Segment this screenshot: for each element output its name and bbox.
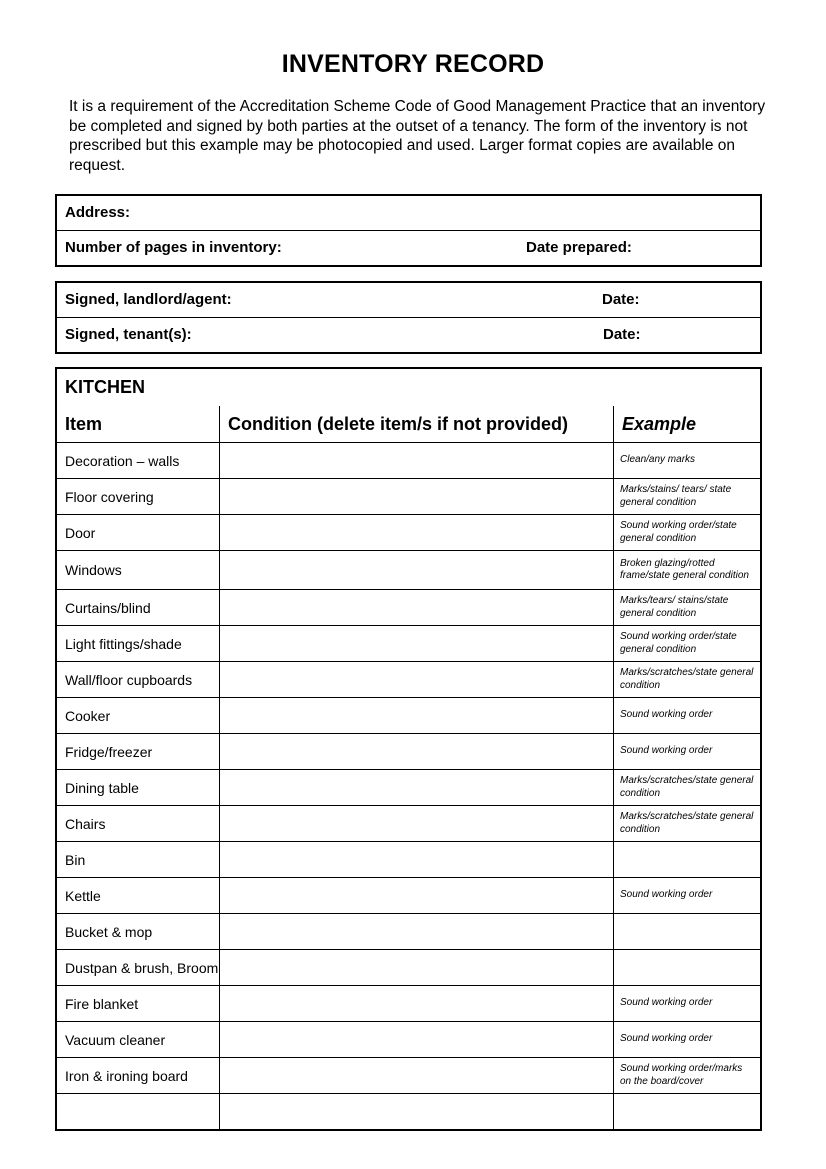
page-title: INVENTORY RECORD (281, 50, 545, 78)
table-row (57, 950, 760, 986)
example-cell (614, 842, 761, 878)
item-cell: Curtains/blind (57, 590, 220, 626)
inventory-table-box (55, 367, 762, 1131)
condition-cell[interactable] (220, 734, 614, 770)
condition-cell[interactable] (220, 806, 614, 842)
example-column-header: Example (614, 406, 761, 443)
table-row (57, 515, 760, 551)
condition-cell[interactable] (220, 515, 614, 551)
item-cell: Wall/floor cupboards (57, 662, 220, 698)
address-box (55, 194, 762, 267)
tenant-signature-row[interactable] (57, 318, 760, 352)
item-cell: Bin (57, 842, 220, 878)
example-cell: Marks/tears/ stains/state general condition (614, 590, 761, 626)
landlord-signature-label: Signed, landlord/agent: (65, 291, 232, 308)
example-cell: Sound working order (614, 734, 761, 770)
table-row (57, 626, 760, 662)
intro-text: It is a requirement of the Accreditation Scheme Code of Good Management Practice that an inventory be completed and signed by both parties at the outset of a tenancy. The form of the inventory is not prescribed but this example may be photocopied and used. Larger format copies are available on request. (69, 98, 766, 174)
pages-label: Number of pages in inventory: (65, 239, 282, 256)
table-row (57, 590, 760, 626)
inventory-table (57, 406, 760, 1129)
item-cell: Iron & ironing board (57, 1058, 220, 1094)
example-cell: Sound working order/state general condition (614, 515, 761, 551)
condition-cell[interactable] (220, 914, 614, 950)
table-row (57, 878, 760, 914)
condition-cell[interactable] (220, 662, 614, 698)
example-cell: Marks/stains/ tears/ state general condition (614, 479, 761, 515)
table-row (57, 806, 760, 842)
condition-cell[interactable] (220, 1022, 614, 1058)
condition-cell[interactable] (220, 842, 614, 878)
example-cell (614, 950, 761, 986)
item-cell: Fire blanket (57, 986, 220, 1022)
item-cell: Fridge/freezer (57, 734, 220, 770)
condition-cell[interactable] (220, 1094, 614, 1130)
condition-cell[interactable] (220, 770, 614, 806)
example-cell: Sound working order (614, 698, 761, 734)
date-prepared-label: Date prepared: (526, 239, 632, 256)
example-cell: Clean/any marks (614, 443, 761, 479)
condition-cell[interactable] (220, 698, 614, 734)
example-cell: Sound working order/marks on the board/cover (614, 1058, 761, 1094)
table-row (57, 1022, 760, 1058)
example-cell (614, 1094, 761, 1130)
item-cell: Dustpan & brush, Broom (57, 950, 220, 986)
pages-row[interactable] (57, 231, 760, 265)
item-column-header: Item (65, 413, 103, 434)
item-cell: Windows (57, 551, 220, 590)
signature-box (55, 281, 762, 354)
table-row (57, 734, 760, 770)
example-cell: Broken glazing/rotted frame/state general condition (614, 551, 761, 590)
address-label: Address: (65, 204, 131, 221)
table-row (57, 551, 760, 590)
table-row (57, 1094, 760, 1130)
condition-column-header: Condition (delete item/s if not provided) (220, 406, 614, 443)
condition-cell[interactable] (220, 443, 614, 479)
condition-cell[interactable] (220, 878, 614, 914)
condition-cell[interactable] (220, 551, 614, 590)
item-cell: Dining table (57, 770, 220, 806)
item-cell: Cooker (57, 698, 220, 734)
item-cell: Floor covering (57, 479, 220, 515)
landlord-signature-row[interactable] (57, 283, 760, 318)
example-cell: Marks/scratches/state general condition (614, 662, 761, 698)
table-row (57, 479, 760, 515)
table-row (57, 443, 760, 479)
table-row (57, 842, 760, 878)
item-cell: Decoration – walls (57, 443, 220, 479)
address-row[interactable] (57, 196, 760, 231)
tenant-signature-label: Signed, tenant(s): (65, 326, 192, 343)
item-cell: Kettle (57, 878, 220, 914)
table-row (57, 662, 760, 698)
item-cell (57, 1094, 220, 1130)
example-cell: Sound working order (614, 878, 761, 914)
condition-cell[interactable] (220, 986, 614, 1022)
table-row (57, 986, 760, 1022)
item-cell: Vacuum cleaner (57, 1022, 220, 1058)
table-row (57, 1058, 760, 1094)
example-cell (614, 914, 761, 950)
example-cell: Sound working order (614, 1022, 761, 1058)
example-cell: Marks/scratches/state general condition (614, 770, 761, 806)
section-heading: KITCHEN (65, 377, 145, 397)
item-cell: Door (57, 515, 220, 551)
item-cell: Light fittings/shade (57, 626, 220, 662)
table-row (57, 914, 760, 950)
example-cell: Sound working order (614, 986, 761, 1022)
condition-cell[interactable] (220, 626, 614, 662)
example-cell: Sound working order/state general condition (614, 626, 761, 662)
condition-cell[interactable] (220, 590, 614, 626)
landlord-date-label: Date: (602, 291, 640, 308)
item-cell: Chairs (57, 806, 220, 842)
tenant-date-label: Date: (603, 326, 641, 343)
table-row (57, 698, 760, 734)
example-cell: Marks/scratches/state general condition (614, 806, 761, 842)
condition-cell[interactable] (220, 1058, 614, 1094)
item-cell: Bucket & mop (57, 914, 220, 950)
table-row (57, 770, 760, 806)
condition-cell[interactable] (220, 950, 614, 986)
condition-cell[interactable] (220, 479, 614, 515)
